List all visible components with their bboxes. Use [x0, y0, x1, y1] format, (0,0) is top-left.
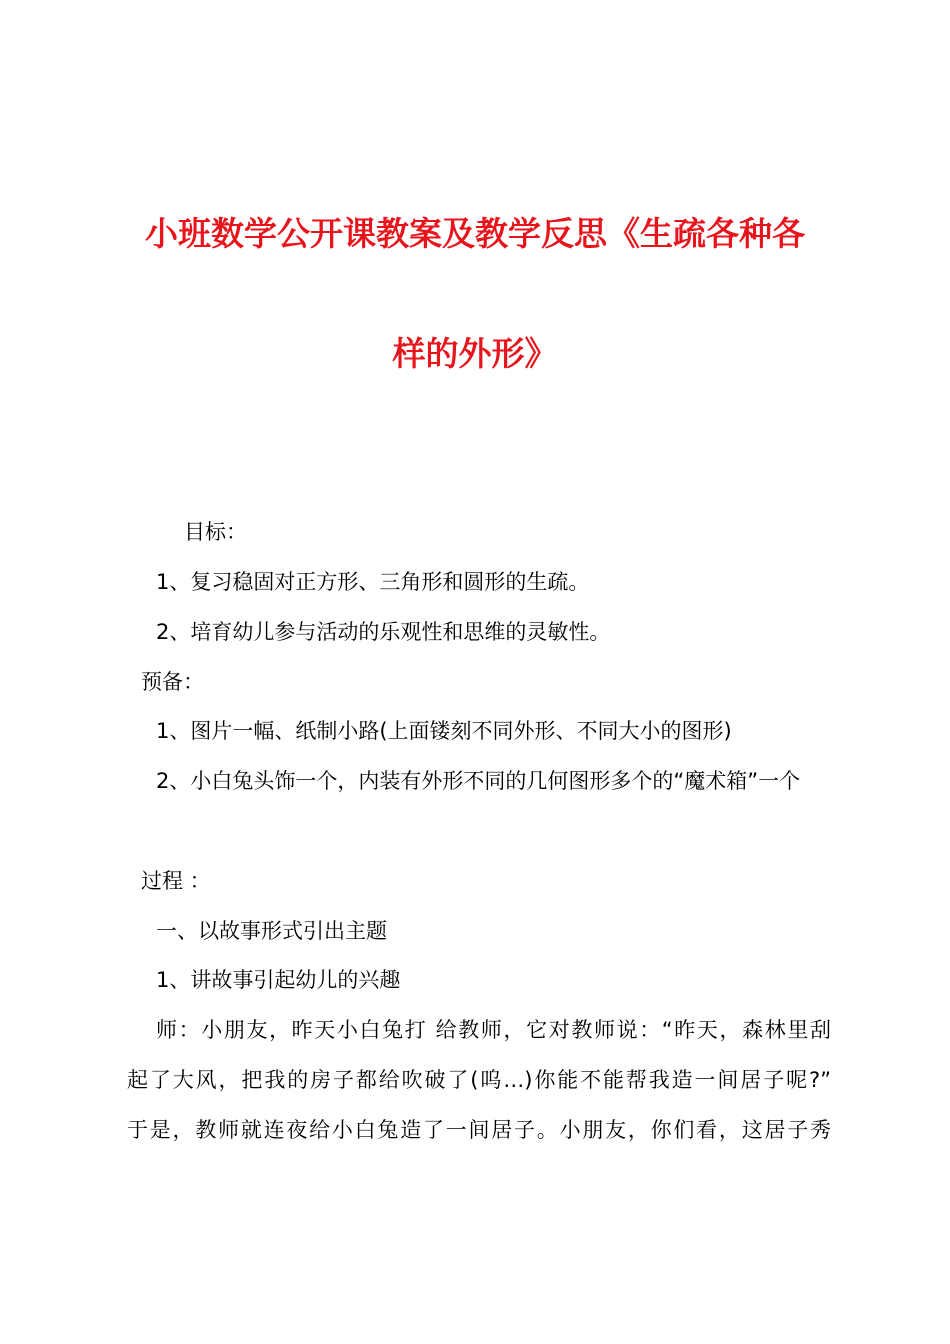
document-title-line-1: 小班数学公开课教案及教学反思《生疏各种各: [145, 214, 805, 253]
prep-heading: 预备：: [141, 670, 204, 694]
step-item-1: 1、讲故事引起幼儿的兴趣: [156, 968, 401, 992]
goal-item-2: 2、培育幼儿参与活动的乐观性和思维的灵敏性。: [156, 620, 611, 644]
prep-item-1: 1、图片一幅、纸制小路(上面镂刻不同外形、不同大小的图形): [156, 719, 732, 743]
goal-heading: 目标：: [184, 520, 247, 544]
goal-item-1: 1、复习稳固对正方形、三角形和圆形的生疏。: [156, 570, 590, 594]
document-title-line-2: 样的外形》: [392, 334, 558, 373]
section-heading-1: 一、以故事形式引出主题: [156, 919, 387, 943]
paragraph-line-1: 师：小朋友，昨天小白兔打 给教师，它对教师说：“昨天，森林里刮: [156, 1018, 831, 1042]
prep-item-2: 2、小白兔头饰一个，内装有外形不同的几何图形多个的“魔术箱”一个: [156, 769, 801, 793]
process-heading: 过程 ：: [141, 869, 211, 893]
paragraph-line-2: 起了大风，把我的房子都给吹破了(呜…)你能不能帮我造一间居子呢?”: [127, 1068, 831, 1092]
paragraph-line-3: 于是，教师就连夜给小白兔造了一间居子。小朋友，你们看，这居子秀: [127, 1118, 831, 1142]
